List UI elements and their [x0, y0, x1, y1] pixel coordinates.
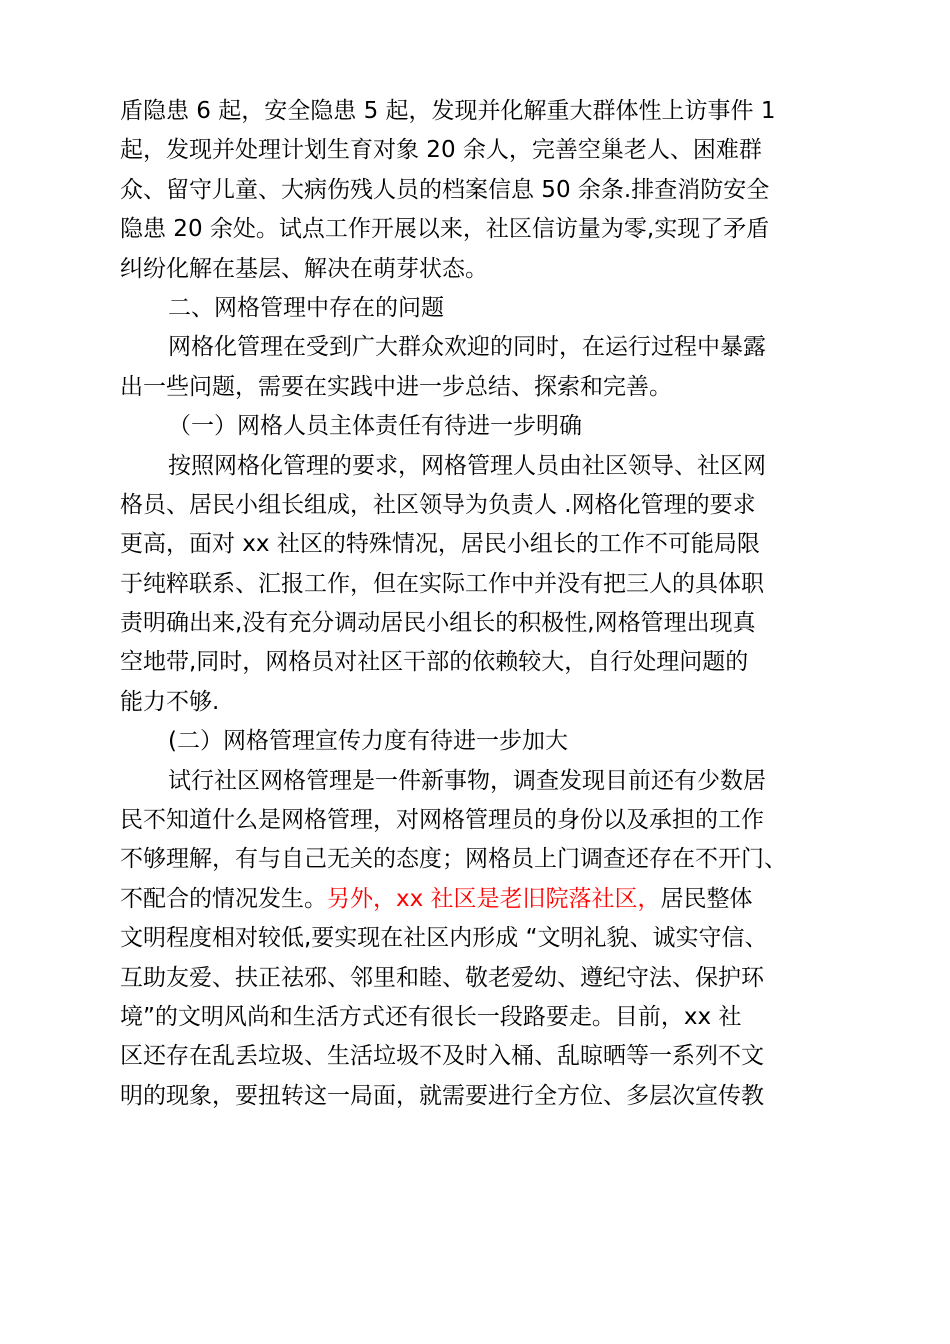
body-line: 空地带,同时，网格员对社区干部的依赖较大，自行处理问题的 — [120, 649, 749, 676]
body-line: 出一些问题，需要在实践中进一步总结、探索和完善。 — [120, 373, 672, 400]
document-body — [120, 92, 828, 1116]
body-line: 更高，面对 xx 社区的特殊情况，居民小组长的工作不可能局限 — [120, 531, 760, 558]
section-heading: 二、网格管理中存在的问题 — [168, 294, 444, 321]
body-line: 区还存在乱丢垃圾、生活垃圾不及时入桶、乱晾晒等一系列不文 — [120, 1043, 764, 1070]
body-line: 盾隐患 6 起，安全隐患 5 起，发现并化解重大群体性上访事件 1 — [120, 98, 776, 124]
body-text: 居民整体 — [660, 885, 753, 912]
body-line: 互助友爱、扶正祛邪、邻里和睦、敬老爱幼、遵纪守法、保护环 — [120, 964, 764, 991]
body-line: 境”的文明风尚和生活方式还有很长一段路要走。目前，xx 社 — [120, 1003, 742, 1030]
body-line: 试行社区网格管理是一件新事物，调查发现目前还有少数居 — [168, 767, 766, 794]
body-line: 能力不够. — [120, 688, 220, 715]
body-line: 网格化管理在受到广大群众欢迎的同时，在运行过程中暴露 — [168, 334, 766, 361]
body-line: 于纯粹联系、汇报工作，但在实际工作中并没有把三人的具体职 — [120, 570, 764, 597]
body-line: 众、留守儿童、大病伤残人员的档案信息 50 余条.排查消防安全 — [120, 176, 770, 203]
body-line: 文明程度相对较低,要实现在社区内形成 “文明礼貌、诚实守信、 — [120, 925, 768, 952]
body-line: 纠纷化解在基层、解决在萌芽状态。 — [120, 255, 488, 282]
body-line: 格员、居民小组长组成，社区领导为负责人 .网格化管理的要求 — [120, 491, 756, 518]
subsection-heading: (二）网格管理宣传力度有待进一步加大 — [168, 728, 568, 755]
body-line: 不够理解，有与自己无关的态度；网格员上门调查还存在不开门、 — [120, 846, 787, 873]
highlighted-text: 另外，xx 社区是老旧院落社区， — [327, 885, 661, 912]
body-line: 责明确出来,没有充分调动居民小组长的积极性,网格管理出现真 — [120, 610, 756, 637]
subsection-heading: （一）网格人员主体责任有待进一步明确 — [168, 413, 582, 440]
body-line: 民不知道什么是网格管理，对网格管理员的身份以及承担的工作 — [120, 807, 764, 834]
body-text: 不配合的情况发生。 — [120, 885, 327, 912]
body-line: 明的现象，要扭转这一局面，就需要进行全方位、多层次宣传教 — [120, 1082, 764, 1109]
body-line: 隐患 20 余处。试点工作开展以来，社区信访量为零,实现了矛盾 — [120, 216, 770, 243]
body-line: 按照网格化管理的要求，网格管理人员由社区领导、社区网 — [168, 452, 766, 479]
body-line-mixed — [120, 880, 828, 919]
body-line: 起，发现并处理计划生育对象 20 余人，完善空巢老人、困难群 — [120, 137, 762, 164]
